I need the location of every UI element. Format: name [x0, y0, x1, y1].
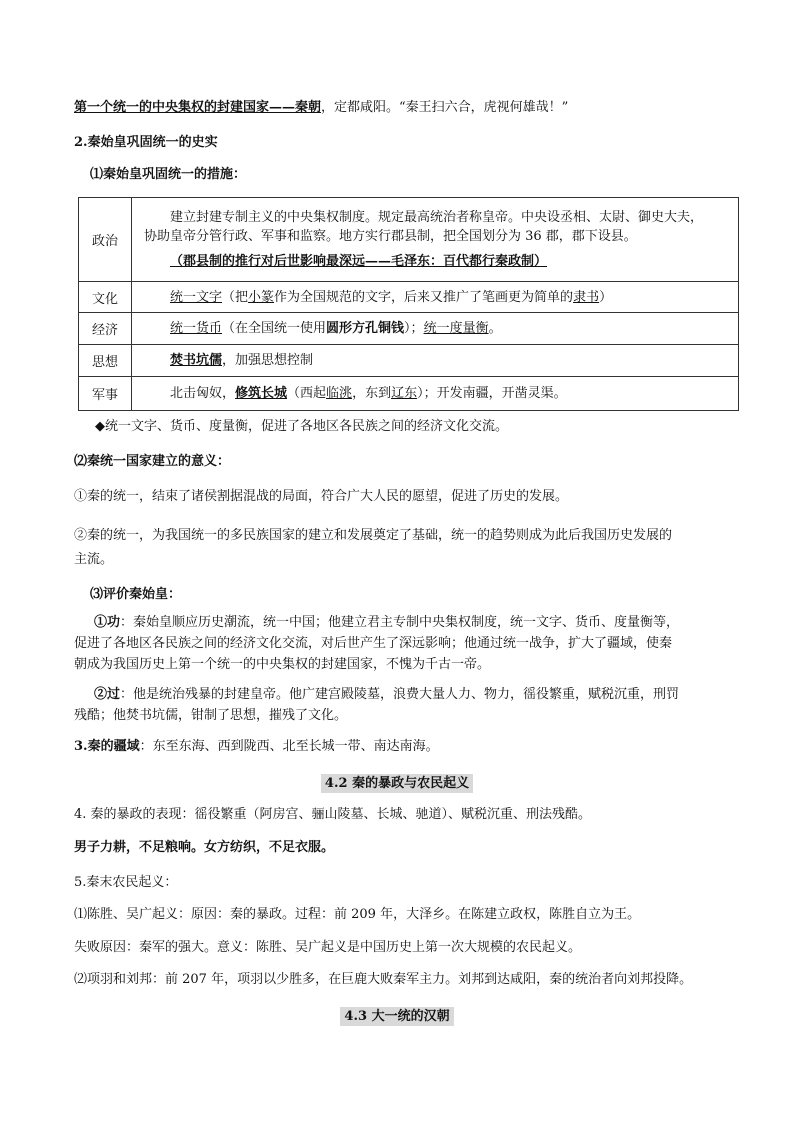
military-b: 修筑长城 [235, 386, 288, 401]
subheading-evaluation: ⑶评价秦始皇： [90, 587, 182, 602]
culture-b: （把 [222, 289, 249, 305]
merit-text-1: ：秦始皇顺应历史潮流，统一中国；他建立君主专制中央集权制度，统一文字、货币、度量衡等， [120, 615, 680, 630]
section-4-3-title: 4.3 大一统的汉朝 [340, 1007, 453, 1026]
heading-2: 2.秦始皇巩固统一的史实 [74, 135, 218, 150]
intro-line [74, 99, 568, 117]
politics-line-2: 协助皇帝分管行政、军事和监察。地方实行郡县制，把全国划分为 36 郡，郡下设县。 [144, 229, 637, 244]
table-row [79, 345, 739, 377]
military-d: 临洮 [326, 386, 353, 401]
culture-e: 隶书 [573, 289, 600, 305]
uprising-1: ⑴陈胜、吴广起义：原因：秦的暴政。过程：前 209 年，大泽乡。在陈建立政权，陈胜自立为王。 [74, 907, 641, 922]
merit-line-3: 朝成为我国历史上第一个统一的中央集权的封建国家，不愧为千古一帝。 [74, 657, 491, 672]
quote-line: 男子力耕，不足粮响。女方纺织，不足衣服。 [74, 840, 335, 855]
military-a: 北击匈奴， [170, 386, 236, 401]
fault-line-2: 残酷；他焚书坑儒，钳制了思想，摧残了文化。 [74, 708, 348, 723]
merit-label: ①功 [94, 615, 121, 630]
thought-b: ，加强思想控制 [222, 353, 314, 368]
economy-d: ）； [404, 321, 424, 336]
table-row [79, 282, 739, 313]
politics-line-3: （郡县制的推行对后世影响最深远——毛泽东：百代都行秦政制） [170, 254, 548, 269]
subheading-significance: ⑵秦统一国家建立的意义： [74, 454, 231, 469]
row-category: 军事 [79, 377, 132, 411]
measures-table [78, 197, 739, 411]
row-content [132, 198, 739, 282]
uprising-3: ⑵项羽和刘邦：前 207 年，项羽以少胜多，在巨鹿大败秦军主力。刘邦到达咸阳，秦的统治者向刘邦投降。 [74, 972, 693, 987]
military-e: ，东到 [352, 386, 392, 401]
economy-f: 。 [488, 321, 502, 336]
row-category: 思想 [79, 345, 132, 377]
row-category: 政治 [79, 198, 132, 282]
row-category: 文化 [79, 282, 132, 313]
section-4-3 [0, 1005, 794, 1024]
economy-b: （在全国统一使用 [222, 321, 327, 336]
fault-text-1: ：他是统治残暴的封建皇帝。他广建宫殿陵墓，浪费大量人力、物力，徭役繁重，赋税沉重，刑罚 [120, 687, 680, 702]
territory-text: ：东至东海、西到陇西、北至长城一带、南达南海。 [139, 739, 439, 754]
row-category: 经济 [79, 313, 132, 345]
uprising-2: 失败原因：秦军的强大。意义：陈胜、吴广起义是中国历史上第一次大规模的农民起义。 [74, 940, 582, 955]
merit-line-2: 促进了各地区各民族之间的经济文化交流，对后世产生了深远影响；他通过统一战争，扩大了疆域，使秦 [74, 636, 673, 651]
row-content [132, 377, 739, 411]
table-row [79, 198, 739, 282]
economy-a: 统一货币 [170, 321, 223, 336]
table-row [79, 313, 739, 345]
culture-f: ） [599, 289, 613, 305]
row-content [132, 282, 739, 313]
economy-e: 统一度量衡 [423, 321, 489, 336]
economy-c: 圆形方孔铜钱 [326, 321, 405, 336]
military-f: 辽东 [391, 386, 418, 401]
uprising-heading: 5.秦末农民起义： [74, 875, 178, 890]
note: ◆统一文字、货币、度量衡，促进了各地区各民族之间的经济文化交流。 [95, 419, 508, 434]
section-4-2-title: 4.2 秦的暴政与农民起义 [321, 774, 473, 793]
territory-label: 3.秦的疆域 [74, 739, 140, 754]
politics-line-1: 建立封建专制主义的中央集权制度。规定最高统治者称皇帝。中央设丞相、太尉、御史大夫， [170, 210, 704, 225]
fault-line-1 [94, 686, 679, 704]
significance-2a: ②秦的统一，为我国统一的多民族国家的建立和发展奠定了基础，统一的趋势则成为此后我国历史发展的 [74, 528, 673, 543]
row-content [132, 313, 739, 345]
section-4-2 [0, 772, 794, 791]
row-content [132, 345, 739, 377]
thought-a: 焚书坑儒 [170, 353, 223, 368]
culture-c: 小篆 [248, 289, 275, 305]
territory-line [74, 738, 439, 756]
military-c: （西起 [287, 386, 327, 401]
culture-a: 统一文字 [170, 289, 223, 305]
fault-label: ②过 [94, 687, 121, 702]
table-row [79, 377, 739, 411]
military-g: ）；开发南疆，开凿灵渠。 [417, 386, 567, 401]
significance-1: ①秦的统一，结束了诸侯割据混战的局面，符合广大人民的愿望，促进了历史的发展。 [74, 489, 569, 504]
intro-rest: ，定都咸阳。“秦王扫六合，虎视何雄哉！” [321, 100, 569, 115]
merit-line-1 [94, 614, 679, 632]
tyranny-line: 4. 秦的暴政的表现：徭役繁重（阿房宫、骊山陵墓、长城、驰道）、赋税沉重、刑法残酷。 [74, 807, 592, 822]
significance-2b: 主流。 [74, 552, 114, 567]
intro-bold: 第一个统一的中央集权的封建国家——秦朝 [74, 100, 322, 115]
subheading-measures: ⑴秦始皇巩固统一的措施： [90, 167, 247, 182]
culture-d: 作为全国规范的文字，后来又推广了笔画更为简单的 [274, 289, 574, 305]
